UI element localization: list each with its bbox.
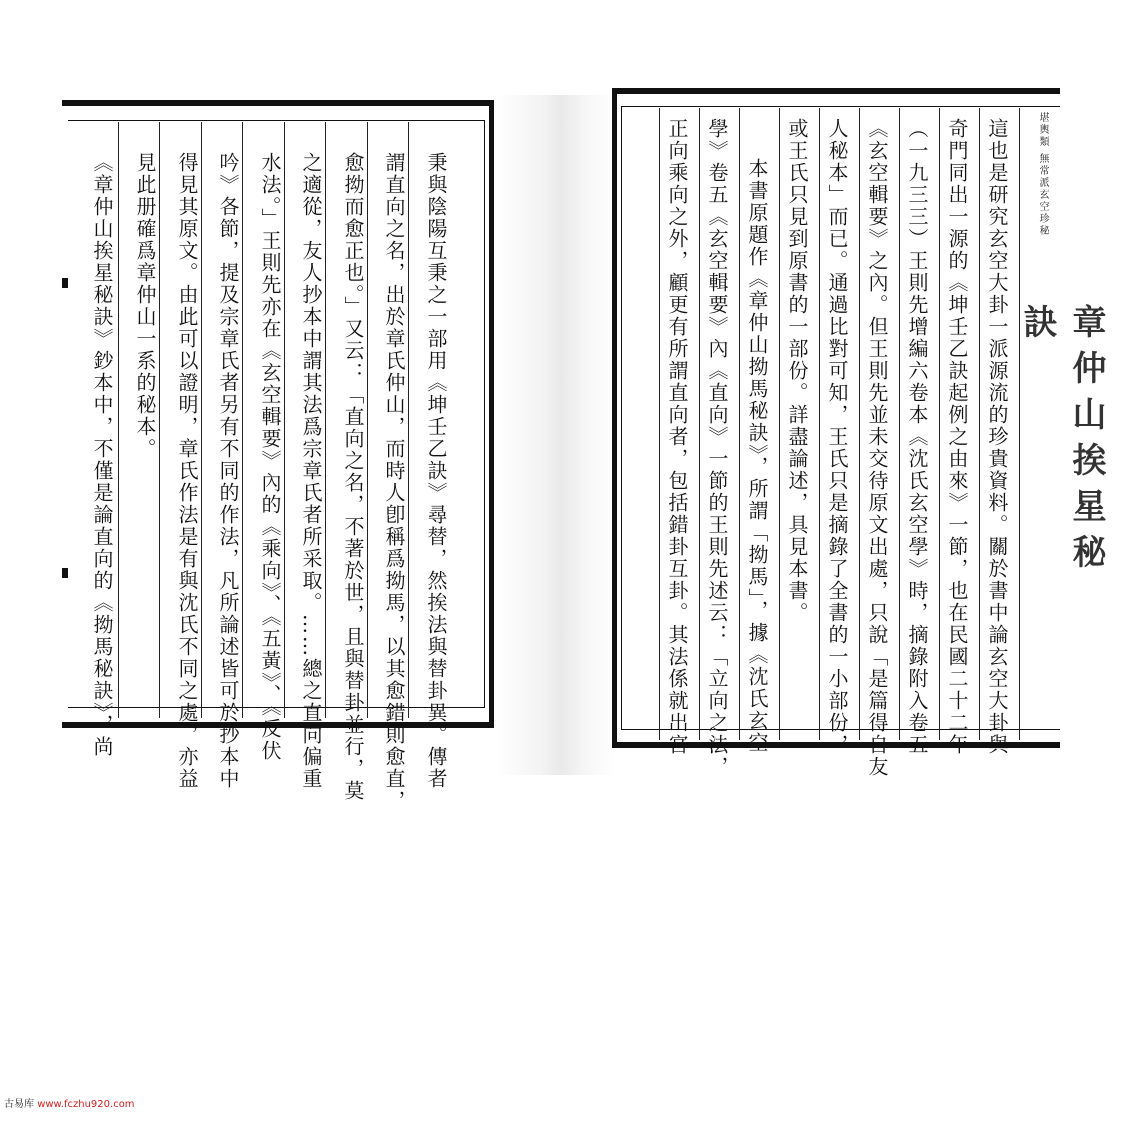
running-head: 堪輿類 無常派玄空珍秘 xyxy=(1037,112,1048,238)
right-text-column-1: 這也是研究玄空大卦一派源流的珍貴資料。關於書中論玄空大卦與 xyxy=(985,118,1009,756)
watermark-site-name: 古易库 xyxy=(4,1099,34,1110)
right-text-column-4: 《玄空輯要》之內。但王則先並未交待原文出處，只說「是篇得自友 xyxy=(865,118,889,778)
right-text-column-3: （一九三三）王則先增編六卷本《沈氏玄空學》時，摘錄附入卷五 xyxy=(905,118,929,756)
left-text-column-9: 《章仲山挨星秘訣》鈔本中，不僅是論直向的《拗馬秘訣》，尚 xyxy=(90,152,114,758)
left-text-column-3: 愈拗而愈正也。」又云：「直向之名，不著於世，且與替卦並行，莫 xyxy=(341,152,365,802)
left-text-column-1: 秉與陰陽互秉之一部用《坤壬乙訣》尋替，然挨法與替卦異。傳者 xyxy=(424,152,448,790)
watermark[interactable] xyxy=(4,1095,135,1110)
right-page xyxy=(612,88,1106,778)
right-text-column-6: 或王氏只見到原書的一部份。詳盡論述，具見本書。 xyxy=(785,118,809,624)
right-text-column-2: 奇門同出一源的《坤壬乙訣起例之由來》一節，也在民國二十二年 xyxy=(945,118,969,756)
right-text-column-9: 正向乘向之外，顧更有所謂直向者，包括錯卦互卦。其法係就出宮 xyxy=(665,118,689,756)
right-text-column-5: 人秘本」而已。通過比對可知，王氏只是摘錄了全書的一小部份， xyxy=(825,118,849,756)
page-title: 章仲山挨星秘訣 xyxy=(1017,304,1106,580)
left-text-column-5: 水法。」王則先亦在《玄空輯要》內的《乘向》、《五黃》、《反伏 xyxy=(258,152,282,762)
left-text-column-7: 得見其原文。由此可以證明，章氏作法是有與沈氏不同之處，亦益 xyxy=(175,152,199,790)
page-gutter xyxy=(495,95,615,775)
left-text-column-4: 之適從，友人抄本中謂其法爲宗章氏者所采取。……總之直向偏重 xyxy=(299,152,323,790)
right-text-column-7: 本書原題作《章仲山拗馬秘訣》，所謂「拗馬」，據《沈氏玄空 xyxy=(745,158,769,754)
left-text-column-6: 吟》各節，提及宗章氏者另有不同的作法，凡所論述皆可於抄本中 xyxy=(216,152,240,790)
left-text-column-2: 謂直向之名，出於章氏仲山，而時人卽稱爲拗馬，以其愈錯則愈直， xyxy=(382,152,406,812)
left-text-column-8: 見此册確爲章仲山一系的秘本。 xyxy=(133,152,157,460)
right-text-column-8: 學》卷五《玄空輯要》內《直向》一節的王則先述云：「立向之法， xyxy=(705,118,729,778)
left-edge-tab-bottom xyxy=(62,568,68,578)
left-page xyxy=(62,100,494,812)
left-edge-tab-top xyxy=(62,278,68,288)
watermark-url[interactable]: www.fczhu920.com xyxy=(37,1099,135,1110)
